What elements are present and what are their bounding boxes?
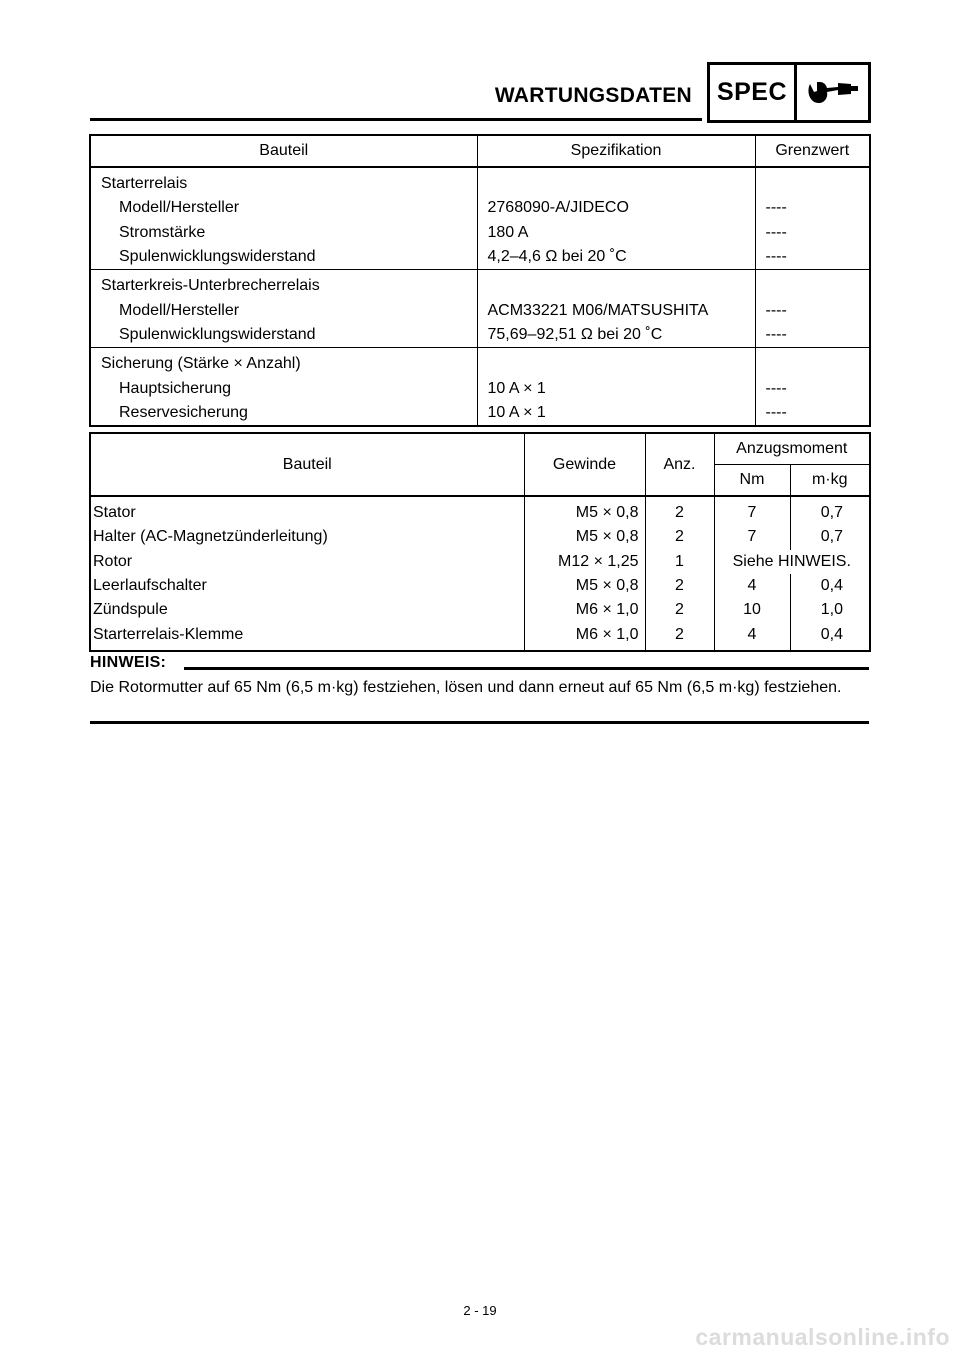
- cell-bauteil: Spulenwicklungswiderstand: [90, 323, 477, 348]
- cell-grenzwert: ----: [765, 223, 787, 241]
- table-row: [90, 622, 870, 650]
- cell-nm: 10: [714, 598, 790, 622]
- table-row: [90, 598, 870, 622]
- table-row: [90, 221, 870, 245]
- cell-grenzwert: ----: [755, 323, 870, 348]
- cell-spezifikation: 2768090-A/JIDECO: [477, 196, 755, 220]
- table-row: [90, 196, 870, 220]
- cell-bauteil: Stator: [90, 496, 524, 525]
- group-title-row: [90, 270, 870, 299]
- cell-mkg: 0,7: [820, 528, 844, 546]
- header-rule: [90, 118, 702, 121]
- cell-bauteil: Zündspule: [90, 598, 524, 622]
- cell-gewinde: M6 × 1,0: [524, 598, 645, 622]
- cell-bauteil: Spulenwicklungswiderstand: [90, 245, 477, 270]
- cell-bauteil: Starterrelais-Klemme: [90, 622, 524, 650]
- spec-badge: [707, 62, 871, 123]
- table-header-row: [90, 135, 870, 167]
- group-title: Sicherung (Stärke × Anzahl): [90, 348, 477, 377]
- spec-table-relays: [89, 134, 871, 427]
- cell-mkg: 1,0: [820, 601, 844, 619]
- table-row: [90, 376, 870, 400]
- cell-anz: 2: [645, 496, 714, 525]
- hinweis-rule-bottom: [90, 721, 869, 724]
- table-row: [90, 401, 870, 426]
- cell-anz: 1: [645, 550, 714, 574]
- table-row: [90, 496, 870, 525]
- col-header-bauteil: Bauteil: [90, 433, 524, 496]
- cell-bauteil: Hauptsicherung: [90, 376, 477, 400]
- cell-spezifikation: 180 A: [477, 221, 755, 245]
- group-title: Starterrelais: [90, 167, 477, 196]
- col-header-nm: Nm: [714, 465, 790, 497]
- cell-spezifikation: 10 A × 1: [477, 401, 755, 426]
- cell-nm: 7: [714, 525, 790, 549]
- cell-grenzwert: ----: [765, 301, 787, 319]
- wrench-icon: [797, 65, 868, 120]
- cell-grenzwert: ----: [765, 199, 787, 217]
- cell-gewinde: M5 × 0,8: [524, 525, 645, 549]
- cell-note-siehe-hinweis: Siehe HINWEIS.: [732, 552, 851, 570]
- cell-mkg: 0,4: [820, 577, 844, 595]
- cell-bauteil: Rotor: [90, 550, 524, 574]
- group-title: Starterkreis-Unterbrecherrelais: [90, 270, 477, 299]
- torque-table: [89, 432, 871, 652]
- table-row: [90, 550, 870, 574]
- cell-grenzwert: ----: [755, 245, 870, 270]
- col-header-mkg: m·kg: [790, 465, 870, 497]
- cell-grenzwert: ----: [765, 379, 787, 397]
- table-row: [90, 245, 870, 270]
- group-title-row: [90, 348, 870, 377]
- cell-spezifikation: 4,2–4,6 Ω bei 20 ˚C: [477, 245, 755, 270]
- col-header-spezifikation: Spezifikation: [477, 135, 755, 167]
- section-title: WARTUNGSDATEN: [494, 84, 692, 107]
- hinweis-text: Die Rotormutter auf 65 Nm (6,5 m·kg) festziehen, lösen und dann erneut auf 65 Nm (6,5 m·kg) festziehen.: [90, 679, 842, 696]
- col-header-anz: Anz.: [645, 433, 714, 496]
- spec-label: SPEC: [710, 65, 797, 120]
- cell-bauteil: Leerlaufschalter: [90, 574, 524, 598]
- cell-spezifikation: 75,69–92,51 Ω bei 20 ˚C: [477, 323, 755, 348]
- table-row: [90, 323, 870, 348]
- cell-anz: 2: [645, 598, 714, 622]
- table-row: [90, 574, 870, 598]
- table-row: [90, 298, 870, 322]
- col-header-anzugsmoment: Anzugsmoment: [714, 433, 870, 465]
- watermark: carmanualsonline.info: [695, 1324, 950, 1350]
- cell-bauteil: Halter (AC-Magnetzünderleitung): [90, 525, 524, 549]
- cell-nm: 4: [714, 574, 790, 598]
- cell-bauteil: Modell/Hersteller: [90, 298, 477, 322]
- hinweis-rule-top: [184, 667, 869, 670]
- cell-gewinde: M12 × 1,25: [524, 550, 645, 574]
- hinweis-label: HINWEIS:: [90, 654, 167, 671]
- cell-anz: 2: [645, 574, 714, 598]
- cell-grenzwert: ----: [765, 403, 787, 421]
- cell-anz: 2: [645, 525, 714, 549]
- cell-mkg: 0,4: [820, 625, 844, 643]
- cell-bauteil: Modell/Hersteller: [90, 196, 477, 220]
- col-header-grenzwert: Grenzwert: [755, 135, 870, 167]
- cell-anz: 2: [645, 622, 714, 650]
- cell-nm: 4: [714, 622, 790, 650]
- cell-gewinde: M6 × 1,0: [524, 622, 645, 650]
- cell-mkg: 0,7: [820, 504, 844, 522]
- cell-spezifikation: 10 A × 1: [477, 376, 755, 400]
- cell-bauteil: Stromstärke: [90, 221, 477, 245]
- page-number: 2 - 19: [463, 1303, 497, 1318]
- table-row: [90, 525, 870, 549]
- table-header-row: [90, 433, 870, 465]
- cell-nm: 7: [714, 496, 790, 525]
- cell-spezifikation: ACM33221 M06/MATSUSHITA: [477, 298, 755, 322]
- cell-gewinde: M5 × 0,8: [524, 574, 645, 598]
- group-title-row: [90, 167, 870, 196]
- col-header-gewinde: Gewinde: [524, 433, 645, 496]
- col-header-bauteil: Bauteil: [90, 135, 477, 167]
- cell-bauteil: Reservesicherung: [90, 401, 477, 426]
- cell-gewinde: M5 × 0,8: [524, 496, 645, 525]
